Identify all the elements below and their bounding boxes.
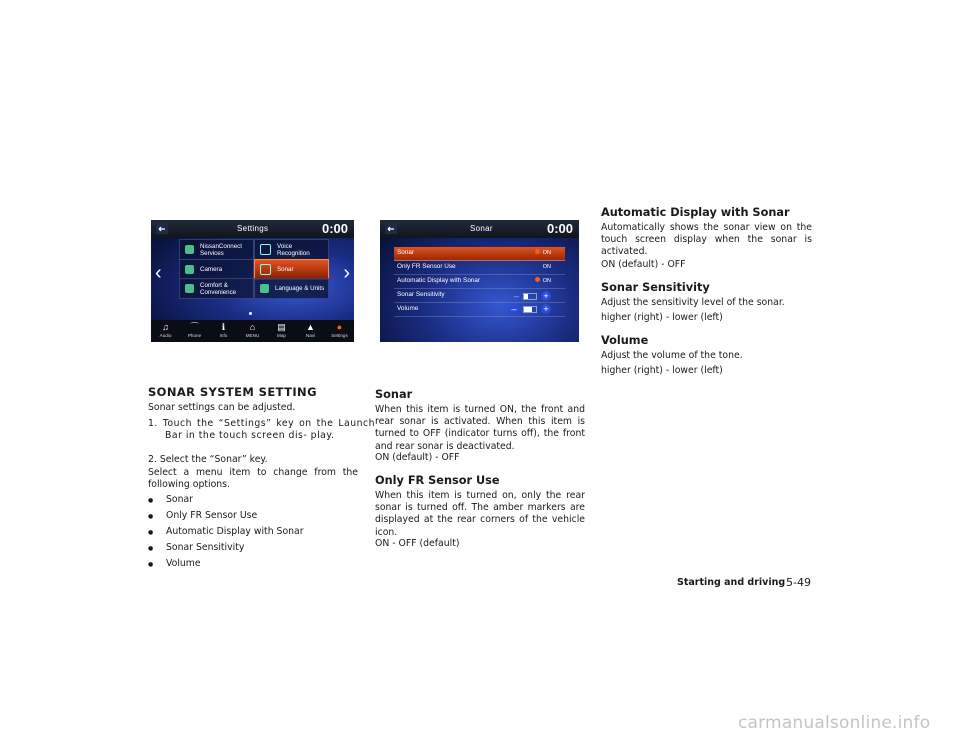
indicator-on: ON	[535, 249, 551, 257]
launch-navi[interactable]: ▲ Navi	[296, 320, 325, 342]
launch-map[interactable]: ▤ Map	[267, 320, 296, 342]
tile-voice-recognition[interactable]	[254, 239, 329, 260]
tile-label: Convenience	[200, 288, 237, 296]
tile-label: Language & Units	[275, 285, 325, 292]
tile-language-units[interactable]	[254, 278, 329, 299]
sonar-icon	[260, 264, 271, 275]
phone-icon: ⌒	[189, 322, 199, 332]
sonar-text: When this item is turned ON, the front and rear sonar is activated. When this item is turned to OFF (indicator turns off), the front and rear sonar is deactivated.	[375, 404, 585, 452]
fr-sensor-text: When this item is turned on, only the rear sonar is turned off. The amber markers are displayed at the rear corners of the vehicle icon.	[375, 490, 585, 538]
options-list	[148, 494, 358, 570]
tile-camera[interactable]	[179, 259, 254, 280]
step-1: 1. Touch the “Settings” key on the Launch Bar in the touch screen dis- play.	[148, 418, 375, 442]
comfort-icon	[185, 284, 194, 293]
row-sonar-sensitivity[interactable]: Sonar Sensitivity – +	[394, 289, 565, 303]
tile-label: Comfort &	[200, 281, 228, 289]
sensitivity-stepper	[514, 290, 551, 303]
indicator-on: ON	[535, 263, 551, 271]
tile-comfort-convenience[interactable]	[179, 278, 254, 299]
tile-label: NissanConnect	[200, 242, 242, 250]
select-text: Select a menu item to change from the following options.	[148, 467, 358, 491]
settings-title: Settings	[237, 224, 269, 233]
back-icon	[385, 223, 397, 234]
language-icon	[260, 284, 269, 293]
auto-display-text: Automatically shows the sonar view on the touch screen display when the sonar is activated.	[601, 222, 812, 258]
plus-icon[interactable]: +	[541, 304, 551, 314]
sonar-title: Sonar	[470, 224, 493, 233]
volume-range: higher (right) - lower (left)	[601, 365, 723, 376]
tile-nissanconnect[interactable]	[179, 239, 254, 260]
sensitivity-heading: Sonar Sensitivity	[601, 281, 710, 294]
settings-icon: ●	[336, 322, 343, 332]
indicator-dot-icon	[535, 277, 540, 282]
volume-level	[523, 306, 537, 313]
tile-sonar[interactable]	[254, 259, 329, 280]
back-icon	[156, 223, 168, 234]
sonar-default: ON (default) - OFF	[375, 452, 460, 463]
list-item: ● Only FR Sensor Use	[148, 510, 358, 522]
launch-audio[interactable]: ♫ Audio	[151, 320, 180, 342]
footer-section: Starting and driving	[677, 577, 786, 588]
clock: 0:00	[546, 221, 573, 236]
page-indicator	[249, 312, 252, 315]
volume-text: Adjust the volume of the tone.	[601, 350, 743, 361]
sensitivity-level	[523, 293, 537, 300]
fr-sensor-heading: Only FR Sensor Use	[375, 474, 500, 487]
launch-info[interactable]: ℹ Info	[209, 320, 238, 342]
volume-stepper	[509, 304, 551, 314]
row-volume[interactable]: Volume – +	[394, 303, 565, 317]
list-item: ● Sonar Sensitivity	[148, 542, 358, 554]
section-heading: SONAR SYSTEM SETTING	[148, 385, 317, 399]
tile-label: Recognition	[277, 249, 310, 257]
launch-settings[interactable]: ● Settings	[325, 320, 354, 342]
indicator-dot-icon	[535, 249, 540, 254]
fr-sensor-default: ON - OFF (default)	[375, 538, 460, 549]
auto-display-default: ON (default) - OFF	[601, 259, 686, 270]
page-number: 5-49	[786, 576, 811, 589]
tile-label: Camera	[200, 266, 223, 273]
launch-phone[interactable]: ⌒ Phone	[180, 320, 209, 342]
row-only-fr-sensor-use[interactable]: Only FR Sensor Use ON	[394, 261, 565, 275]
minus-icon[interactable]: –	[513, 291, 519, 301]
launch-menu[interactable]: ⌂ MENU	[238, 320, 267, 342]
tile-label: Voice	[277, 242, 293, 250]
sensitivity-text: Adjust the sensitivity level of the sonar.	[601, 297, 785, 308]
indicator-dot-icon	[535, 263, 540, 268]
map-icon: ▤	[277, 322, 286, 332]
plus-icon[interactable]: +	[541, 291, 551, 301]
list-item: ● Automatic Display with Sonar	[148, 526, 358, 538]
settings-header	[151, 220, 354, 238]
sonar-header	[380, 220, 579, 238]
tile-label: Sonar	[277, 266, 294, 273]
music-icon: ♫	[162, 322, 169, 332]
sonar-heading: Sonar	[375, 388, 413, 401]
list-item: ● Sonar	[148, 494, 358, 506]
tile-label: Services	[200, 249, 224, 257]
home-icon: ⌂	[249, 322, 256, 332]
navi-icon: ▲	[306, 322, 315, 332]
camera-icon	[185, 265, 194, 274]
clock: 0:00	[321, 221, 348, 236]
chevron-right-icon[interactable]: ›	[343, 262, 350, 284]
row-sonar[interactable]: Sonar ON	[394, 247, 565, 261]
settings-screenshot	[151, 220, 354, 342]
minus-icon[interactable]: –	[509, 304, 519, 314]
sensitivity-range: higher (right) - lower (left)	[601, 312, 723, 323]
launch-bar	[151, 320, 354, 342]
volume-heading: Volume	[601, 334, 649, 347]
list-item: ● Volume	[148, 558, 358, 570]
intro-text: Sonar settings can be adjusted.	[148, 402, 296, 413]
watermark[interactable]: carmanualsonline.info	[738, 713, 931, 733]
info-icon: ℹ	[221, 322, 226, 332]
voice-icon	[260, 244, 271, 255]
row-automatic-display[interactable]: Automatic Display with Sonar ON	[394, 275, 565, 289]
indicator-on: ON	[535, 277, 551, 285]
chevron-left-icon[interactable]: ‹	[155, 262, 162, 284]
auto-display-heading: Automatic Display with Sonar	[601, 206, 790, 219]
step-2: 2. Select the “Sonar” key.	[148, 454, 268, 465]
sonar-screenshot	[380, 220, 579, 342]
connect-icon	[185, 245, 194, 254]
